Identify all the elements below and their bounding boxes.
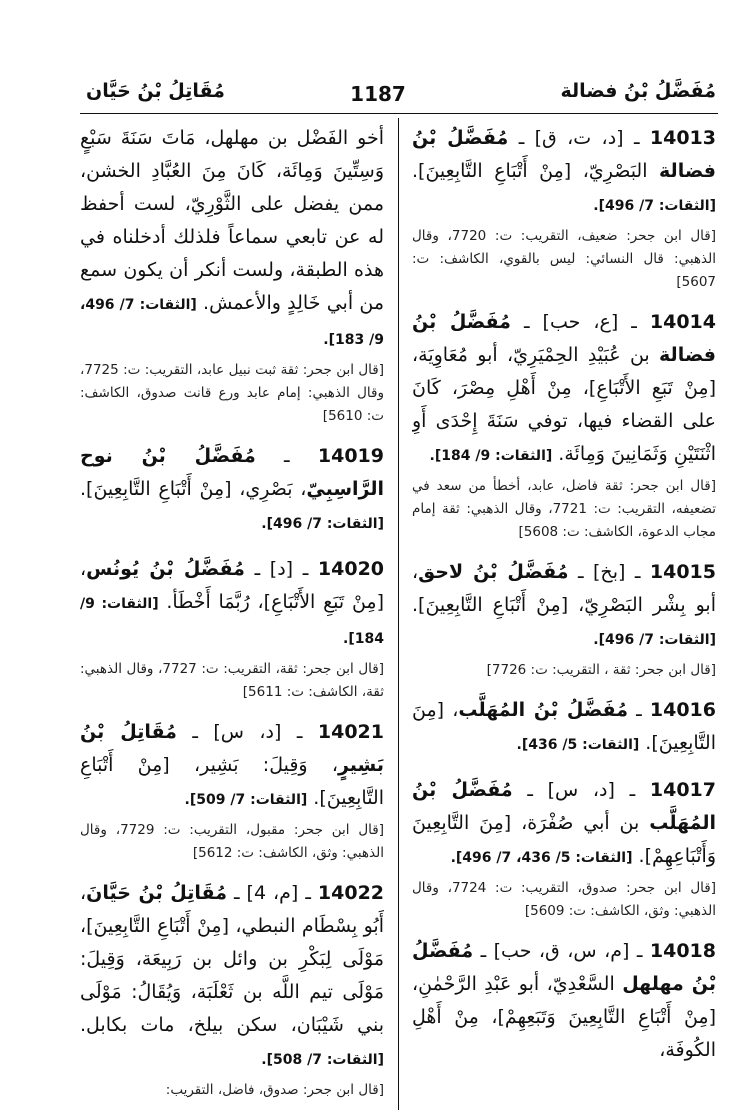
entry-number: 14015 xyxy=(649,561,716,583)
entry-text: بن عُبَيْدِ الحِمْيَرِيّ، أبو مُعَاوِيَة، [مِنْ تَبَعِ الأَتْبَاعِ]، مِنْ أَهْلِ مِصْرَ، كَانَ على القضاء فيها، توفي سَنَةَ إِحْدَى أَوِ اثْنَتَيْنِ وَثَمَانِينَ وَمِائَة. xyxy=(412,344,716,465)
entry-code: ـ [د] ـ xyxy=(244,558,318,580)
entry-code: ـ [م، س، ق، حب] ـ xyxy=(473,940,650,962)
entry-number: 14013 xyxy=(649,127,716,149)
entry-text: ، أَبُو بِسْطَام النبطي، [مِنْ أَتْبَاعِ التَّابِعِينَ]، مَوْلَى لِبَكْرِ بن وائل بن رَبِيعَة، وَقِيلَ: مَوْلَى تيم اللَّه بن ثَعْلَبَة، وَيُقَالُ: مَوْلَى بني شَيْبَان، سكن بيلخ، مات بكابل. xyxy=(80,882,384,1036)
entry-thiqat: [الثقات: 7/ 508]. xyxy=(261,1052,384,1068)
entry-note: [قال ابن جحر: ثقة ، التقريب: ت: 7726] xyxy=(486,662,716,678)
entry-body xyxy=(412,935,716,1067)
entry-14021 xyxy=(80,716,384,865)
header-rule xyxy=(80,113,718,114)
entry-14014 xyxy=(412,306,716,544)
entry-text: ، [مِنْ تَبَعِ الأَتْبَاعِ]، رُبَّمَا أَخْطَأ. xyxy=(80,558,384,613)
entry-text: البَصْرِيّ، [مِنْ أَتْبَاعِ التَّابِعِينَ]. xyxy=(412,160,660,182)
entry-text: ، أبو بِشْر البَصْرِيّ، [مِنْ أَتْبَاعِ التَّابِعِينَ]. xyxy=(412,561,716,616)
entry-body xyxy=(412,122,716,223)
page-number: 1187 xyxy=(350,82,406,106)
entry-number: 14018 xyxy=(649,940,716,962)
entry-code: ـ [ع، حب] ـ xyxy=(510,311,650,333)
entry-thiqat: [الثقات: 5/ 436، 7/ 496]. xyxy=(450,850,633,866)
entry-code: ـ [م، 4] ـ xyxy=(226,882,318,904)
entry-name: مُفَضَّلُ بْنُ نوح الرَّاسِبِيّ xyxy=(80,445,384,500)
entry-number: 14020 xyxy=(317,558,384,580)
header-right-title: مُفَضَّلُ بْنُ فضالة xyxy=(560,80,716,102)
entry-thiqat: [الثقات: 9/ 184]. xyxy=(429,448,553,464)
entry-body xyxy=(412,306,716,473)
entry-name: مُفَضَّلُ بْنُ فضالة xyxy=(412,127,716,182)
entry-note: [قال ابن جحر: صدوق، فاضل، التقريب: xyxy=(165,1082,384,1098)
entry-14016 xyxy=(412,694,716,762)
entry-note: [قال ابن جحر: ثقة، التقريب: ت: 7727، وقال الذهبي: ثقة، الكاشف: ت: 5611] xyxy=(80,661,384,700)
left-column xyxy=(80,122,384,1110)
column-divider xyxy=(398,118,399,1110)
entry-body xyxy=(80,440,384,541)
entry-body xyxy=(412,694,716,762)
entry-14019 xyxy=(80,440,384,541)
entry-text: ، وَقِيلَ: بَشِير، [مِنْ أَتْبَاعِ التَّابِعِينَ]. xyxy=(80,754,384,809)
entry-number: 14021 xyxy=(317,721,384,743)
entry-thiqat: [الثقات: 9/ 184]. xyxy=(80,596,384,647)
entry-14018 xyxy=(412,935,716,1067)
entry-note: [قال ابن جحر: صدوق، التقريب: ت: 7724، وقال الذهبي: وثق، الكاشف: ت: 5609] xyxy=(412,880,716,919)
entry-note: [قال ابن جحر: ثقة فاضل، عابد، أخطأ من سعد في تضعيفه، التقريب: ت: 7721، وقال الذهبي: ثقة إمام مجاب الدعوة، الكاشف: ت: 5608] xyxy=(412,478,716,540)
entry-number: 14019 xyxy=(317,445,384,467)
entry-number: 14016 xyxy=(649,699,716,721)
entry-note: [قال ابن جحر: مقبول، التقريب: ت: 7729، وقال الذهبي: وثق، الكاشف: ت: 5612] xyxy=(80,822,384,861)
entry-14020 xyxy=(80,553,384,704)
entry-thiqat: [الثقات: 5/ 436]. xyxy=(516,737,640,753)
entry-number: 14022 xyxy=(317,882,384,904)
entry-note: [قال ابن جحر: ضعيف، التقريب: ت: 7720، وقال الذهبي: قال النسائي: ليس بالقوي، الكاشف: ت: 5607] xyxy=(412,228,716,290)
entry-thiqat: [الثقات: 7/ 509]. xyxy=(184,792,308,808)
entry-text: ، [مِنَ التَّابِعِينَ]. xyxy=(412,699,716,754)
entry-thiqat: [الثقات: 7/ 496]. xyxy=(593,198,716,214)
entry-note: [قال ابن جحر: ثقة ثبت نبيل عابد، التقريب: ت: 7725، وقال الذهبي: إمام عابد ورع قانت صدوق، الكاشف: ت: 5610] xyxy=(80,362,384,424)
entry-code: ـ [د، س] ـ xyxy=(512,779,650,801)
entry-name: مُفَضَّلُ بْنُ المُهَلَّب xyxy=(458,699,628,721)
entry-name: مُفَضَّلُ بْنُ مهلهل xyxy=(412,940,716,995)
entry-name: مُقَاتِلُ بْنُ بَشِيرٍ xyxy=(80,721,384,776)
entry-body xyxy=(412,556,716,657)
entry-code: ـ [بخ] ـ xyxy=(568,561,650,583)
entry-14018-continued xyxy=(80,122,384,428)
entry-code: ـ xyxy=(255,445,318,467)
entry-14022 xyxy=(80,877,384,1102)
entry-thiqat: [الثقات: 7/ 496]. xyxy=(261,516,384,532)
entry-14017 xyxy=(412,774,716,923)
entry-name: مُقَاتِلُ بْنُ حَيَّانَ xyxy=(86,882,227,904)
entry-body xyxy=(80,716,384,817)
entry-name: مُفَضَّلُ بْنُ يُونُس xyxy=(86,558,245,580)
entry-name: مُفَضَّلُ بْنُ لاحق xyxy=(418,561,569,583)
right-column xyxy=(412,122,716,1110)
entry-number: 14017 xyxy=(649,779,716,801)
entry-14013 xyxy=(412,122,716,294)
entry-number: 14014 xyxy=(649,311,716,333)
entry-text: السَّعْدِيّ، أبو عَبْدِ الرَّحْمٰنِ، [مِنْ أَتْبَاعِ التَّابِعِينَ وَتَبَعِهِمْ]، مِنْ أَهْلِ الكُوفَة، xyxy=(412,973,716,1061)
entry-text: أخو الفَضْل بن مهلهل، مَاتَ سَنَةَ سَبْعٍ وَسِتِّينَ وَمِائَة، كَانَ مِنَ العُبَّادِ الخشن، ممن يفضل على الثَّوْرِيّ، لست أحفظ له عن تابعي سماعاً فلذلك أدخلناه في هذه الطبقة، ولست أنكر أن يكون سمع من أبي خَالِدٍ والأعمش. xyxy=(80,127,384,314)
entry-body xyxy=(80,122,384,357)
entry-name: مُفَضَّلُ بْنُ فضالة xyxy=(412,311,716,366)
entry-14015 xyxy=(412,556,716,682)
entry-body xyxy=(80,553,384,656)
entry-thiqat: [الثقات: 7/ 496]. xyxy=(593,632,716,648)
entry-text: ، بَصْرِي، [مِنْ أَتْبَاعِ التَّابِعِينَ]. xyxy=(80,478,307,500)
entry-body xyxy=(412,774,716,875)
entry-body xyxy=(80,877,384,1077)
entry-text: بن أبي صُفْرَة، [مِنَ التَّابِعِينَ وَأَتْبَاعِهِمْ]. xyxy=(412,812,716,867)
entry-thiqat: [الثقات: 7/ 496، 9/ 183]. xyxy=(80,297,384,348)
entry-name: مُفَضَّلُ بْنُ المُهَلَّب xyxy=(412,779,716,834)
entry-code: ـ xyxy=(627,699,650,721)
entry-code: ـ [د، ت، ق] ـ xyxy=(508,127,650,149)
entry-code: ـ [د، س] ـ xyxy=(176,721,318,743)
header-left-title: مُقَاتِلُ بْنُ حَيَّان xyxy=(86,80,225,102)
